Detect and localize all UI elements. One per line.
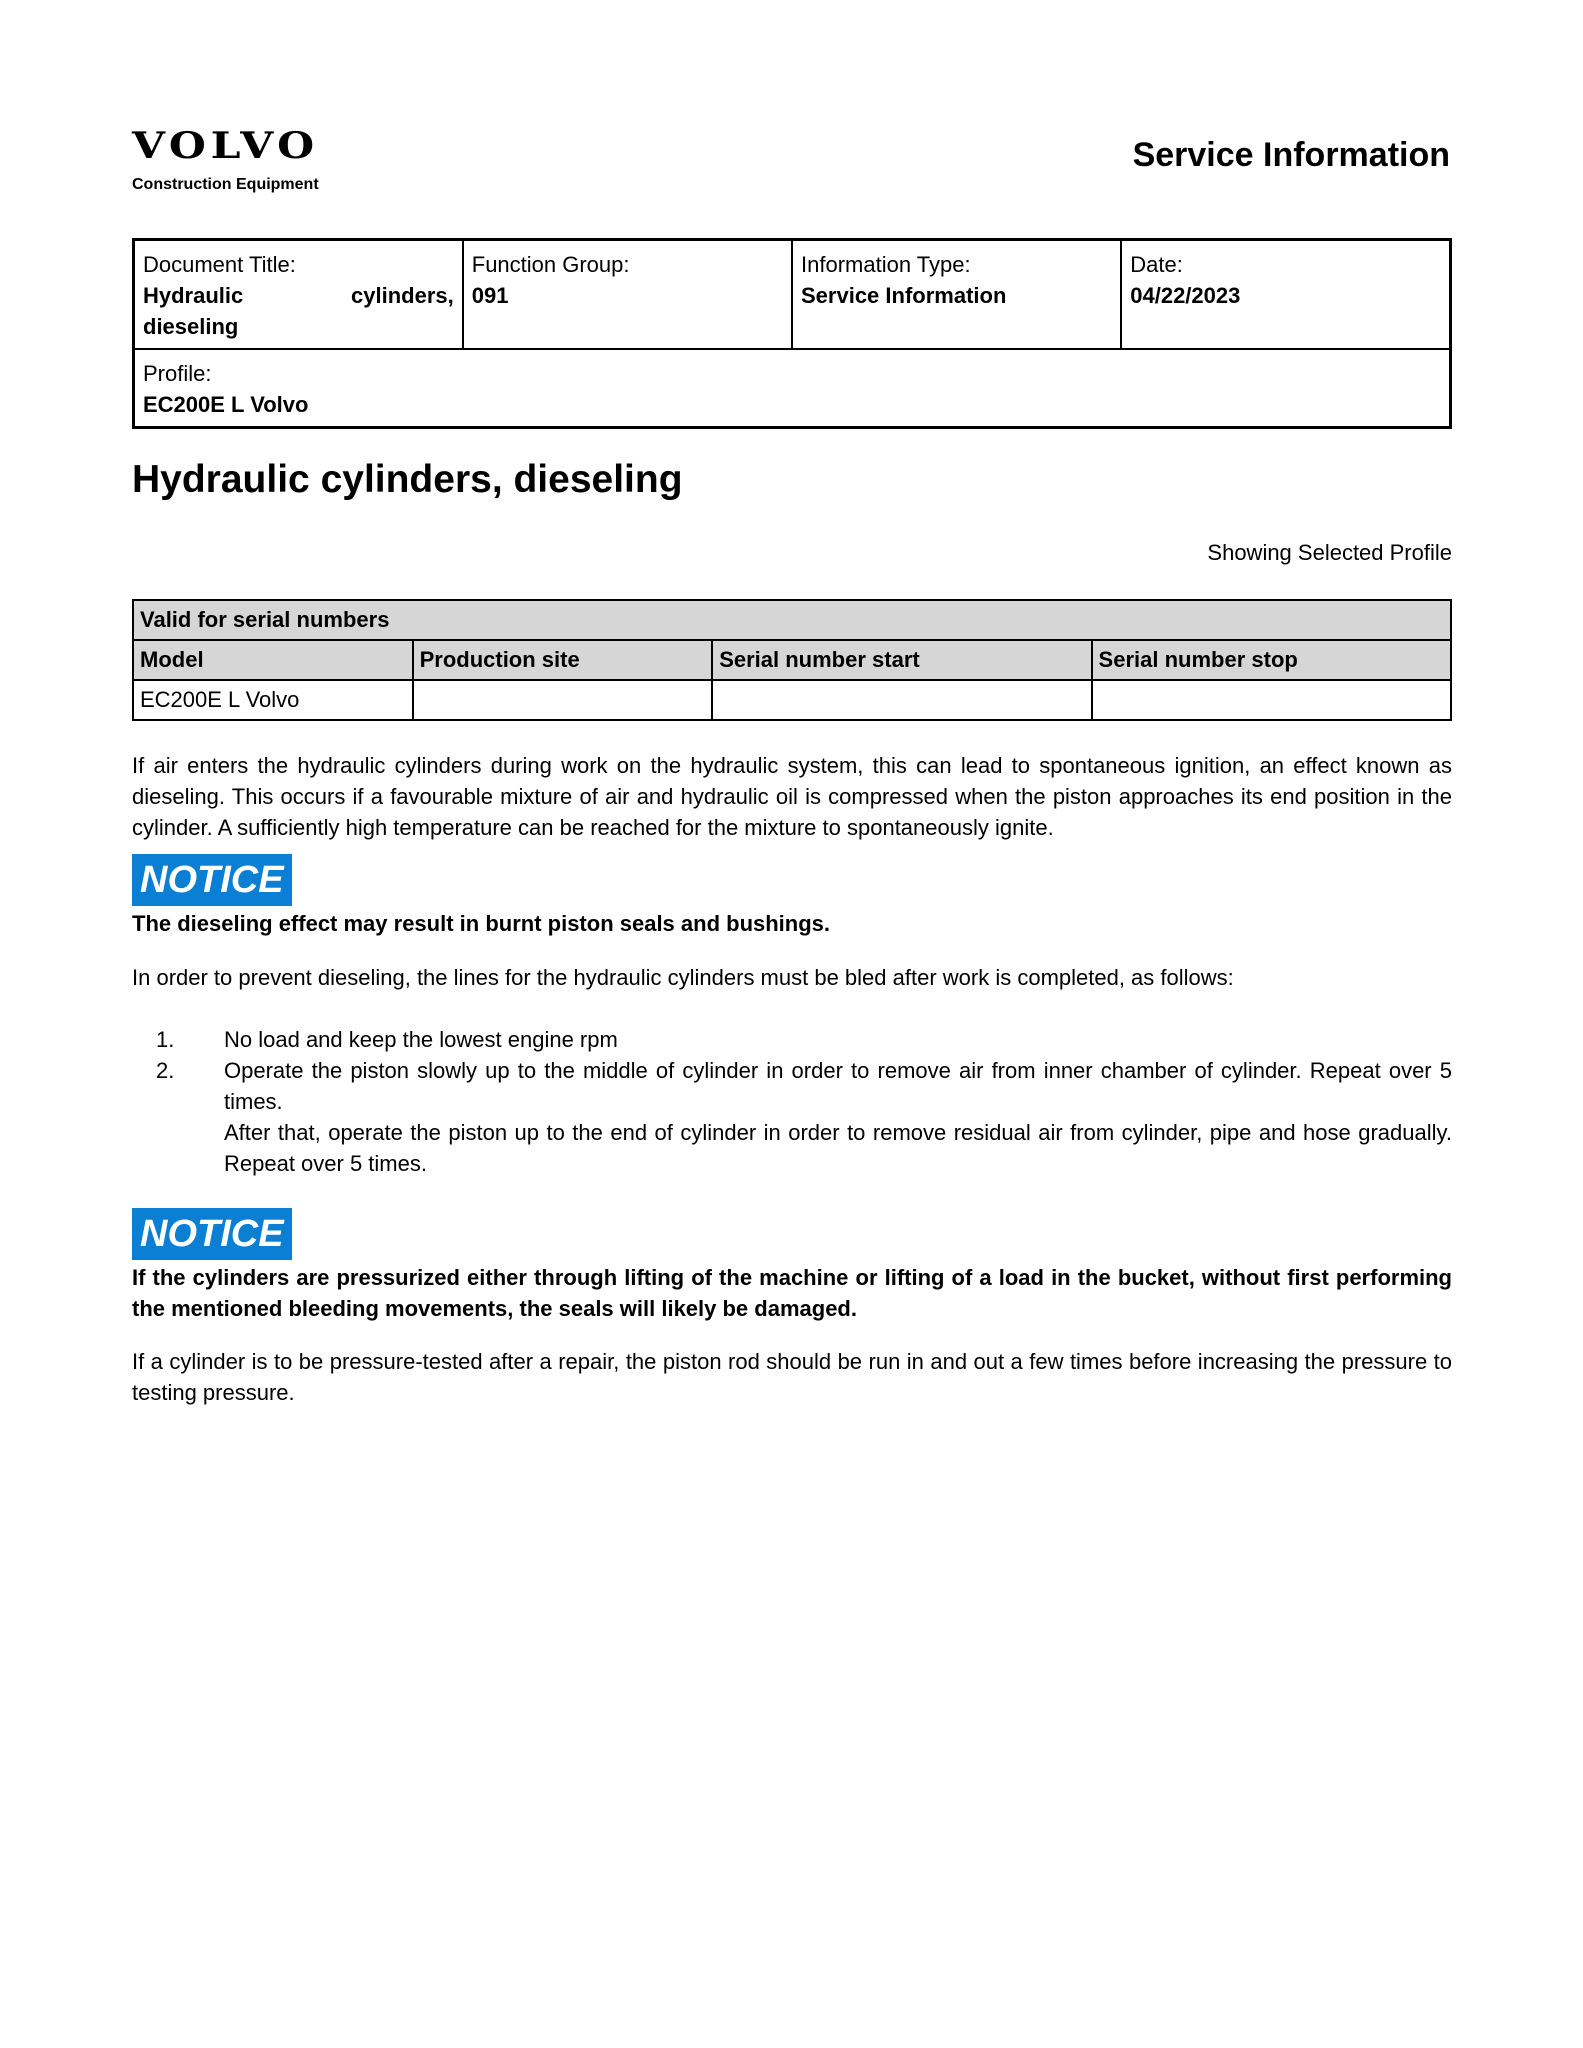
column-header: Serial number stop (1092, 640, 1451, 680)
function-group-value: 091 (471, 283, 509, 308)
step-extra-text: After that, operate the piston up to the end of cylinder in order to remove residual air from cylinder, pipe and hose gradually. Repeat over 5 times. (224, 1120, 1452, 1176)
notice-text: If the cylinders are pressurized either through lifting of the machine or lifting of a load in the bucket, without first performing the mentioned bleeding movements, the seals will likely be damaged. (132, 1265, 1452, 1321)
step-number: 2. (156, 1058, 175, 1083)
doc-title-word: cylinders, (351, 283, 454, 308)
column-header: Production site (413, 640, 713, 680)
notice-label: NOTICE (132, 854, 292, 906)
step-number: 1. (156, 1027, 175, 1052)
steps-list-container (132, 1024, 1452, 1179)
volvo-logo (132, 126, 319, 194)
step-text: No load and keep the lowest engine rpm (224, 1027, 618, 1052)
info-type-value: Service Information (801, 283, 1007, 308)
notice-text: The dieseling effect may result in burnt piston seals and bushings. (132, 911, 831, 936)
table-cell (1092, 680, 1451, 720)
profile-cell (134, 349, 1451, 428)
doc-title-value-line2: dieseling (143, 314, 239, 339)
step-text: Operate the piston slowly up to the middle of cylinder in order to remove air from inner chamber of cylinder. Repeat over 5 times. (224, 1058, 1452, 1114)
function-group-cell (463, 240, 792, 350)
list-item (132, 1024, 1452, 1055)
serials-caption: Valid for serial numbers (133, 600, 1451, 640)
function-group-label: Function Group: (471, 252, 630, 277)
date-value: 04/22/2023 (1130, 283, 1241, 308)
steps-list (132, 1024, 1452, 1179)
date-cell (1121, 240, 1450, 350)
serials-header-row (133, 640, 1451, 680)
profile-value: EC200E L Volvo (143, 392, 309, 417)
intro-paragraph: If air enters the hydraulic cylinders during work on the hydraulic system, this can lead to spontaneous ignition, an effect known as dieseling. This occurs if a favourable mixture of air and hydraulic oil is compressed when the piston approaches its end position in the cylinder. A sufficiently high temperature can be reached for the mixture to spontaneously ignite. (132, 753, 1452, 840)
table-cell (413, 680, 713, 720)
header-title: Service Information (1132, 136, 1450, 174)
notice-label: NOTICE (132, 1208, 292, 1260)
list-item (132, 1055, 1452, 1179)
doc-title-value (143, 280, 454, 311)
info-type-cell (792, 240, 1121, 350)
info-type-label: Information Type: (801, 252, 971, 277)
doc-title-cell (134, 240, 463, 350)
brand-subtitle: Construction Equipment (132, 176, 319, 193)
doc-title-word: Hydraulic (143, 283, 244, 308)
table-cell: EC200E L Volvo (133, 680, 413, 720)
prevent-paragraph: In order to prevent dieseling, the lines for the hydraulic cylinders must be bled after work is completed, as follows: (132, 965, 1234, 990)
page-title: Hydraulic cylinders, dieseling (132, 458, 683, 501)
profile-note: Showing Selected Profile (1207, 540, 1452, 565)
column-header: Serial number start (712, 640, 1091, 680)
table-row (133, 680, 1451, 720)
document-meta-table (132, 238, 1452, 429)
notice-block-2 (132, 1208, 1452, 1324)
serial-numbers-table (132, 599, 1452, 721)
table-cell (712, 680, 1091, 720)
date-label: Date: (1130, 252, 1183, 277)
doc-title-label: Document Title: (143, 252, 296, 277)
profile-label: Profile: (143, 361, 212, 386)
step-body (224, 1055, 1452, 1179)
column-header: Model (133, 640, 413, 680)
brand-wordmark: VOLVO (132, 125, 319, 167)
final-paragraph: If a cylinder is to be pressure-tested after a repair, the piston rod should be run in and out a few times before increasing the pressure to testing pressure. (132, 1349, 1452, 1405)
notice-block-1 (132, 854, 1452, 939)
